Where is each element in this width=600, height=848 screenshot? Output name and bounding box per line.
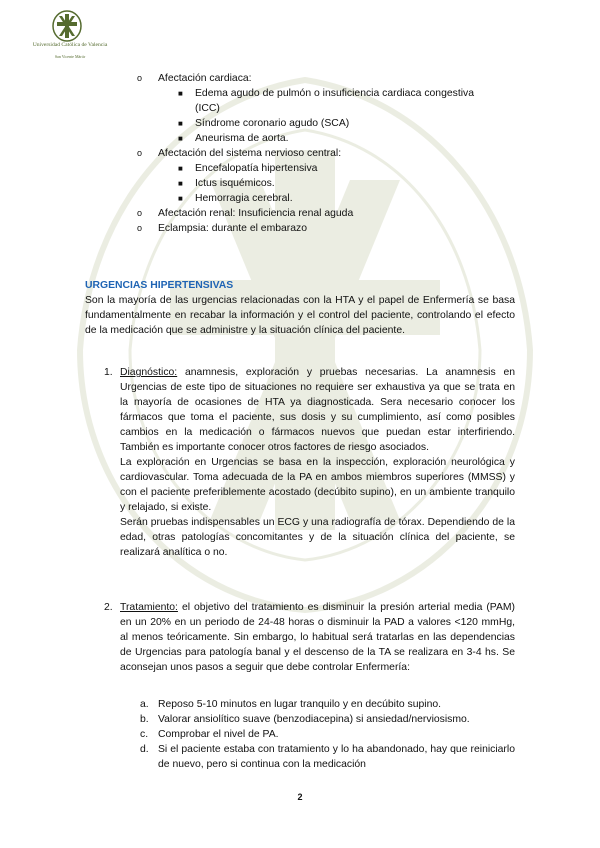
page-number: 2: [297, 792, 303, 802]
square-bullet-icon: ■: [178, 179, 183, 188]
treatment-steps: [140, 697, 515, 772]
university-crest-icon: [42, 10, 92, 42]
affection-list: [0, 71, 600, 236]
university-name: Universidad Católica de Valencia: [32, 42, 108, 48]
circle-bullet-icon: o: [137, 208, 143, 218]
list-item: d. Si el paciente estaba con tratamiento y lo ha abandonado, hay que reiniciarlo de nuevo, pero si continua con la medicación: [140, 744, 515, 770]
square-bullet-icon: ■: [178, 89, 183, 98]
list-item: ■ Edema agudo de pulmón o insuficiencia cardiaca congestiva: [178, 88, 474, 99]
item-label: Diagnóstico:: [120, 367, 178, 378]
square-bullet-icon: ■: [178, 164, 183, 173]
paragraph: La exploración en Urgencias se basa en la inspección, exploración neurológica y cardiovascular. Toma adecuada de la PA en ambos miembros superiores (MMSS) y con el paciente preferiblemente acostado (decúbito supino), en un ambiente tranquilo y relajado, si existe.: [120, 457, 515, 513]
circle-bullet-icon: o: [137, 223, 143, 233]
circle-bullet-icon: o: [137, 73, 143, 83]
list-item: o Afectación del sistema nervioso central:: [137, 148, 342, 159]
treatment-item: Tratamiento: el objetivo del tratamiento es disminuir la presión arterial media (PAM) en un 20% en un periodo de 24-48 horas o disminuir la PAD a valores <120 mmHg, al menos teóricamente. Sin embargo, lo habitual será tratarlas en las dependencias de Urgencias para patología banal y el descenso de la TA se realizara en 3-4 hs. Se aconsejan unos pasos a seguir que debe controlar Enfermería:: [120, 602, 516, 673]
university-subtitle: San Vicente Mártir: [54, 54, 86, 59]
list-item: o Afectación cardiaca:: [137, 73, 252, 84]
list-item: ■ Aneurisma de aorta.: [178, 133, 289, 144]
section-intro: Son la mayoría de las urgencias relacionadas con la HTA y el papel de Enfermería se basa fundamentalmente en recabar la información y el control del paciente, controlando el efecto de la medicación que se administre y la situación clínica del paciente.: [85, 295, 515, 336]
list-item: b. Valorar ansiolítico suave (benzodiacepina) si ansiedad/nerviosismo.: [140, 714, 470, 725]
list-item-continuation: (ICC): [195, 103, 220, 114]
list-item: o Eclampsia: durante el embarazo: [137, 223, 308, 234]
list-item: ■ Encefalopatía hipertensiva: [178, 163, 318, 174]
university-logo: [20, 10, 120, 64]
item-number: 2.: [104, 602, 113, 613]
item-number: 1.: [104, 367, 113, 378]
list-item: ■ Ictus isquémicos.: [178, 178, 275, 189]
list-item: a. Reposo 5-10 minutos en lugar tranquilo y en decúbito supino.: [140, 699, 442, 710]
square-bullet-icon: ■: [178, 119, 183, 128]
list-item: o Afectación renal: Insuficiencia renal aguda: [137, 208, 354, 219]
diagnostic-item: Diagnóstico: anamnesis, exploración y pruebas necesarias. La anamnesis en Urgencias de este tipo de situaciones no requiere ser exhaustiva ya que se trata en la mayoría de ocasiones de HTA ya diagnosticada. Sera necesario conocer los fármacos que toma el paciente, sus dosis y su cumplimiento, así como posibles cambios en la medicación o fármacos nuevos que puedan estar interfiriendo. También es importante conocer otros factores de riesgo asociados. La exploración en Urgencias se basa en la inspección, exploración neurológica y cardiovascular. Toma adecuada de la PA en ambos miembros superiores (MMSS) y con el paciente preferiblemente acostado (decúbito supino), en un ambiente tranquilo y relajado, si existe. Serán pruebas indispensables un ECG y una radiografía de tórax. Dependiendo de la edad, otras patologías concomitantes y de la situación clínica del paciente, se realizará analítica o no.: [120, 367, 516, 558]
square-bullet-icon: ■: [178, 134, 183, 143]
list-item: c. Comprobar el nivel de PA.: [140, 729, 279, 740]
list-item: ■ Síndrome coronario agudo (SCA): [178, 118, 350, 129]
section-heading: URGENCIAS HIPERTENSIVAS: [85, 280, 234, 291]
circle-bullet-icon: o: [137, 148, 143, 158]
square-bullet-icon: ■: [178, 194, 183, 203]
paragraph: Serán pruebas indispensables un ECG y una radiografía de tórax. Dependiendo de la edad, otras patologías concomitantes y de la situación clínica del paciente, se realizará analítica o no.: [120, 517, 515, 558]
list-item: ■ Hemorragia cerebral.: [178, 193, 293, 204]
item-label: Tratamiento:: [120, 602, 178, 613]
